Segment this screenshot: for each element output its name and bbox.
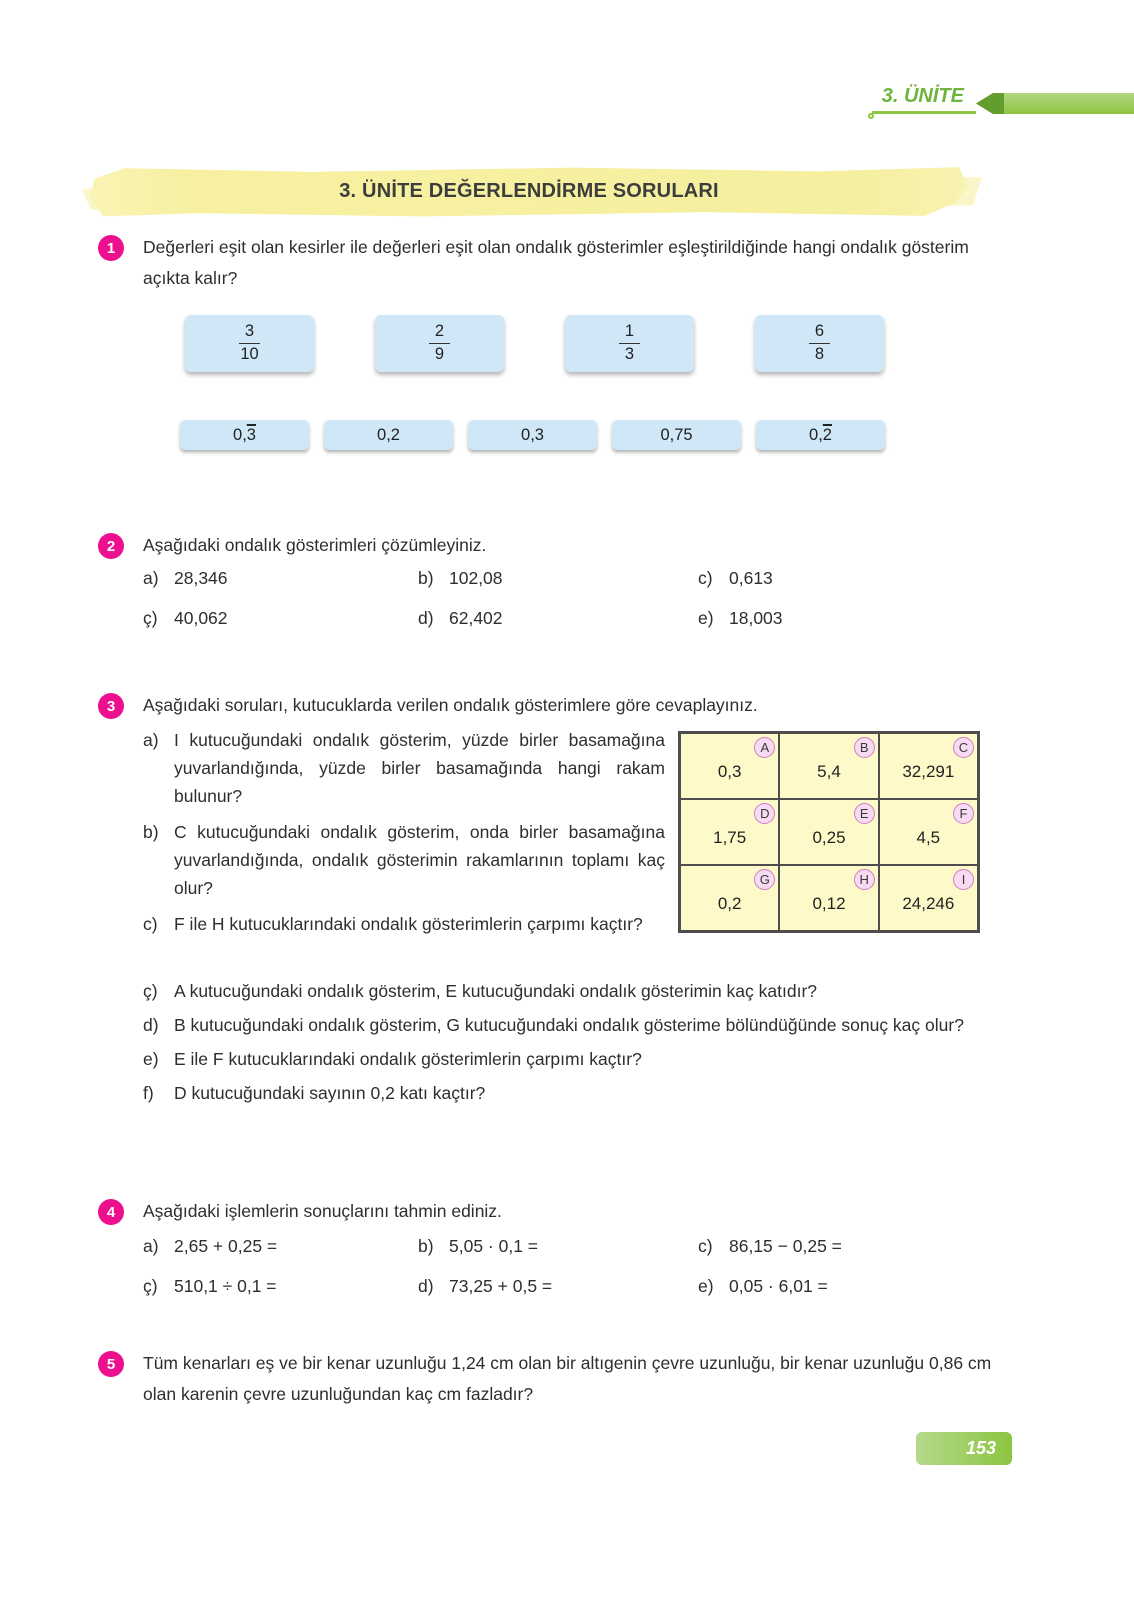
q3-item-c [143, 910, 665, 938]
question-3-text: Aşağıdaki soruları, kutucuklarda verilen ondalık gösterimlere göre cevaplayınız. [143, 695, 758, 715]
unit-banner-arrow-icon [976, 93, 1134, 114]
question-5 [98, 1348, 1014, 1410]
q2-item-c-label: c) [698, 568, 713, 588]
q4-item-d-label: d) [418, 1276, 434, 1296]
q4-item-cc-value: 510,1 ÷ 0,1 = [174, 1276, 277, 1296]
unit-dot-icon [868, 113, 874, 119]
q4-item-b [418, 1234, 698, 1259]
question-3-badge: 3 [98, 693, 124, 719]
question-3 [98, 690, 1014, 721]
q4-item-cc-label: ç) [143, 1276, 158, 1296]
fraction-1-denominator: 10 [240, 345, 259, 363]
q2-item-c [698, 566, 1014, 591]
q3-item-f [143, 1079, 1016, 1107]
grid-cell-A-value: 0,3 [717, 762, 742, 781]
q3-item-a-text: I kutucuğundaki ondalık gösterim, yüzde birler basamağına yuvarlandığında, yüzde birler basamağında hangi rakam bulunur? [174, 730, 665, 806]
q4-item-e-value: 0,05 · 6,01 = [729, 1276, 828, 1296]
question-2-badge: 2 [98, 533, 124, 559]
q4-item-b-value: 5,05 · 0,1 = [449, 1236, 539, 1256]
q3-item-cc [143, 977, 1016, 1005]
fraction-4 [809, 322, 830, 365]
q2-item-b [418, 566, 698, 591]
fraction-card-3 [565, 315, 694, 372]
q4-item-a-value: 2,65 + 0,25 = [174, 1236, 278, 1256]
q2-item-d [418, 606, 698, 631]
q4-item-a [143, 1234, 418, 1259]
grid-cell-A-letter-badge: A [754, 737, 775, 758]
question-3-full-items [143, 977, 1016, 1113]
grid-cell-E-letter-badge: E [854, 803, 875, 824]
grid-cell-G [680, 865, 779, 931]
q3-item-e-label: e) [143, 1049, 159, 1069]
decimal-3-base: 0,3 [521, 425, 544, 444]
q3-item-c-label: c) [143, 914, 158, 934]
decimal-2-base: 0,2 [377, 425, 400, 444]
grid-cell-I [879, 865, 978, 931]
q4-item-c-label: c) [698, 1236, 713, 1256]
question-4-text: Aşağıdaki işlemlerin sonuçlarını tahmin ediniz. [143, 1201, 502, 1221]
q3-item-f-label: f) [143, 1083, 154, 1103]
grid-cell-G-value: 0,2 [717, 894, 742, 913]
question-5-badge: 5 [98, 1351, 124, 1377]
grid-cell-F-letter-badge: F [953, 803, 974, 824]
grid-cell-C [879, 733, 978, 799]
grid-cell-D-letter-badge: D [754, 803, 775, 824]
fraction-3 [619, 322, 640, 365]
q3-item-d-label: d) [143, 1015, 159, 1035]
q4-item-c-value: 86,15 − 0,25 = [729, 1236, 842, 1256]
unit-label: 3. ÜNİTE [872, 86, 976, 114]
decimal-5-base: 0, [809, 425, 823, 444]
decimal-1-base: 0, [233, 425, 247, 444]
grid-cell-I-letter-badge: I [953, 869, 974, 890]
q3-item-e [143, 1045, 1016, 1073]
q2-item-cc-value: 40,062 [174, 608, 228, 628]
page-number: 153 [965, 1438, 996, 1458]
q3-item-f-text: D kutucuğundaki sayının 0,2 katı kaçtır? [174, 1083, 486, 1103]
question-1-badge: 1 [98, 235, 124, 261]
grid-cell-E-value: 0,25 [812, 828, 846, 847]
grid-cell-D-value: 1,75 [713, 828, 747, 847]
grid-cell-H-letter-badge: H [854, 869, 875, 890]
grid-cell-C-letter-badge: C [953, 737, 974, 758]
q4-item-e [698, 1274, 1014, 1299]
fraction-2-numerator: 2 [429, 322, 450, 344]
q2-item-e-value: 18,003 [729, 608, 783, 628]
fraction-1 [239, 322, 260, 365]
q4-item-c [698, 1234, 1014, 1259]
question-1 [98, 232, 1014, 294]
q2-item-b-label: b) [418, 568, 434, 588]
grid-cell-B-letter-badge: B [854, 737, 875, 758]
grid-cell-G-letter-badge: G [754, 869, 775, 890]
q4-item-d [418, 1274, 698, 1299]
grid-cell-I-value: 24,246 [902, 894, 955, 913]
unit-header [868, 86, 1134, 114]
grid-cell-D [680, 799, 779, 865]
question-4-items [143, 1234, 1014, 1299]
decimal-card-3 [468, 420, 597, 450]
question-3-side-items [143, 726, 665, 946]
q2-item-a-value: 28,346 [174, 568, 228, 588]
fraction-3-numerator: 1 [619, 322, 640, 344]
question-2-text: Aşağıdaki ondalık gösterimleri çözümleyiniz. [143, 535, 487, 555]
grid-cell-B-value: 5,4 [817, 762, 841, 781]
fraction-4-numerator: 6 [809, 322, 830, 344]
q3-item-b-text: C kutucuğundaki ondalık gösterim, onda birler basamağına yuvarlandığında, ondalık gösterimin rakamlarının toplamı kaç olur? [174, 822, 665, 898]
q4-item-cc [143, 1274, 418, 1299]
fraction-4-denominator: 8 [814, 345, 825, 363]
fraction-card-4 [755, 315, 884, 372]
q2-item-d-value: 62,402 [449, 608, 503, 628]
question-5-text: Tüm kenarları eş ve bir kenar uzunluğu 1,24 cm olan bir altıgenin çevre uzunluğu, bir kenar uzunluğu 0,86 cm olan karenin çevre uzunluğundan kaç cm fazladır? [143, 1353, 992, 1404]
q3-item-d [143, 1011, 1016, 1039]
q2-item-d-label: d) [418, 608, 434, 628]
q3-item-c-text: F ile H kutucuklarındaki ondalık gösterimlerin çarpımı kaçtır? [174, 914, 643, 934]
q2-item-cc [143, 606, 418, 631]
q3-item-d-text: B kutucuğundaki ondalık gösterim, G kutucuğundaki ondalık gösterime bölündüğünde sonuç kaç olur? [174, 1015, 964, 1035]
fraction-3-denominator: 3 [624, 345, 635, 363]
decimal-card-2 [324, 420, 453, 450]
q3-item-b [143, 818, 665, 902]
q2-item-cc-label: ç) [143, 608, 158, 628]
decimal-4-base: 0,75 [660, 425, 693, 444]
title-banner [90, 165, 968, 218]
grid-cell-H-value: 0,12 [812, 894, 846, 913]
decimal-card-4 [612, 420, 741, 450]
decimal-1-repeating-digit: 3 [246, 425, 256, 444]
q4-item-e-label: e) [698, 1276, 714, 1296]
question-4 [98, 1196, 1014, 1227]
q3-item-b-label: b) [143, 822, 159, 842]
grid-cell-F [879, 799, 978, 865]
page-title: 3. ÜNİTE DEĞERLENDİRME SORULARI [339, 180, 719, 202]
grid-cell-H [779, 865, 878, 931]
question-4-badge: 4 [98, 1199, 124, 1225]
q4-item-d-value: 73,25 + 0,5 = [449, 1276, 553, 1296]
q2-item-b-value: 102,08 [449, 568, 503, 588]
question-2-items [143, 566, 1014, 631]
question-1-text: Değerleri eşit olan kesirler ile değerleri eşit olan ondalık gösterimler eşleştirildiğinde hangi ondalık gösterim açıkta kalır? [143, 237, 969, 288]
fraction-2-denominator: 9 [434, 345, 445, 363]
q3-item-cc-label: ç) [143, 981, 158, 1001]
grid-cell-E [779, 799, 878, 865]
q4-item-b-label: b) [418, 1236, 434, 1256]
q2-item-c-value: 0,613 [729, 568, 773, 588]
q3-item-cc-text: A kutucuğundaki ondalık gösterim, E kutucuğundaki ondalık gösterimin kaç katıdır? [174, 981, 818, 1001]
q2-item-e-label: e) [698, 608, 714, 628]
grid-cell-B [779, 733, 878, 799]
fraction-1-numerator: 3 [239, 322, 260, 344]
grid-cell-C-value: 32,291 [902, 762, 955, 781]
q3-item-a [143, 726, 665, 810]
q4-item-a-label: a) [143, 1236, 159, 1256]
q2-item-a-label: a) [143, 568, 159, 588]
decimal-grid [678, 731, 980, 933]
fraction-card-2 [375, 315, 504, 372]
decimal-5-repeating-digit: 2 [822, 425, 832, 444]
page-number-badge [916, 1432, 1012, 1465]
q3-item-e-text: E ile F kutucuklarındaki ondalık gösterimlerin çarpımı kaçtır? [174, 1049, 642, 1069]
fraction-card-1 [185, 315, 314, 372]
q2-item-a [143, 566, 418, 591]
grid-cell-F-value: 4,5 [916, 828, 941, 847]
grid-cell-A [680, 733, 779, 799]
decimal-card-1 [180, 420, 309, 450]
fraction-2 [429, 322, 450, 365]
q2-item-e [698, 606, 1014, 631]
q3-item-a-label: a) [143, 730, 159, 750]
question-2 [98, 530, 1014, 561]
decimal-card-5 [756, 420, 885, 450]
